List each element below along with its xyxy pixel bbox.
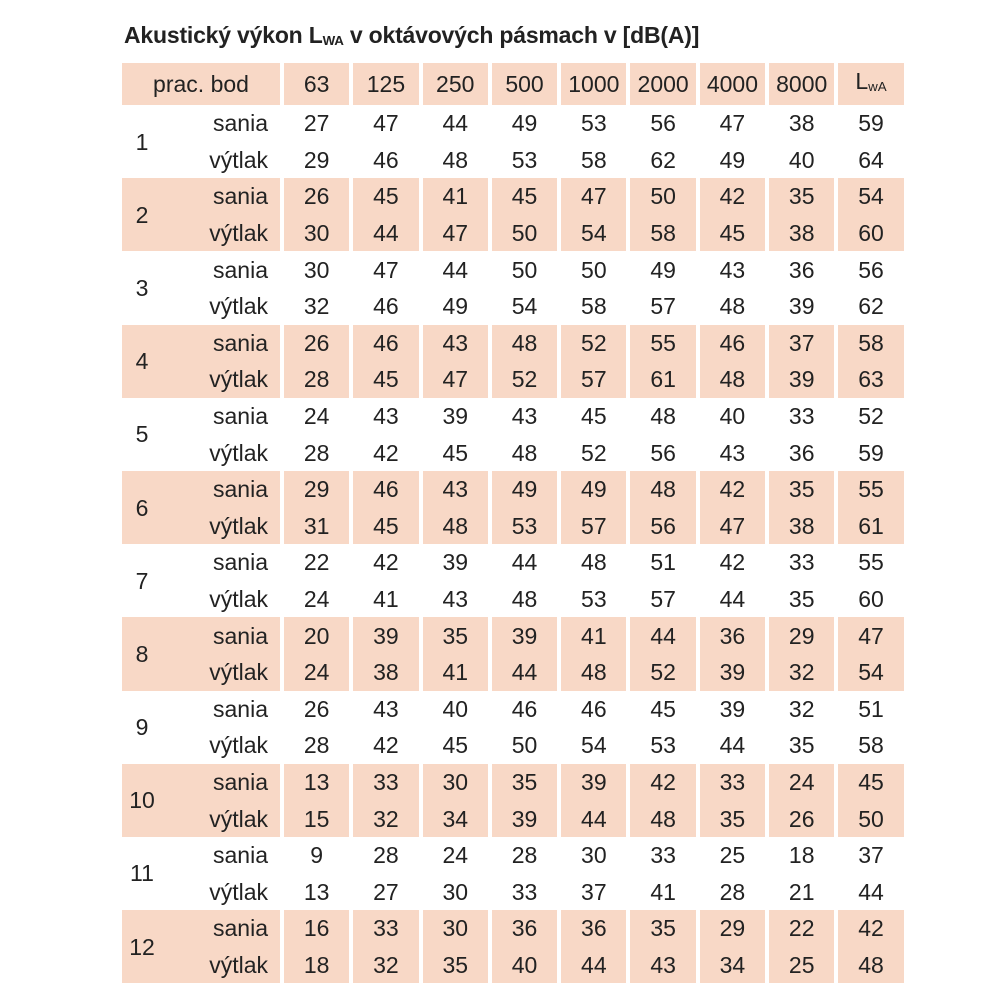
total-value-cell: 60 bbox=[834, 215, 903, 252]
band-value-cell: 47 bbox=[419, 215, 488, 252]
band-value-cell: 44 bbox=[488, 544, 557, 581]
band-value-cell: 29 bbox=[280, 142, 349, 179]
header-band: 500 bbox=[488, 63, 557, 105]
band-value-cell: 46 bbox=[557, 691, 626, 728]
mode-label-sania: sania bbox=[213, 403, 268, 430]
band-value-cell: 45 bbox=[349, 508, 418, 545]
band-value-cell: 56 bbox=[626, 508, 695, 545]
band-value-cell: 26 bbox=[280, 691, 349, 728]
band-value-cell: 24 bbox=[280, 581, 349, 618]
total-value-cell: 56 bbox=[834, 251, 903, 288]
band-value-cell: 53 bbox=[626, 727, 695, 764]
band-value-cell: 48 bbox=[419, 142, 488, 179]
band-value-cell: 57 bbox=[557, 508, 626, 545]
title-text-after: v oktávových pásmach v [dB(A)] bbox=[343, 22, 700, 48]
band-value-cell: 54 bbox=[557, 215, 626, 252]
band-value-cell: 39 bbox=[349, 617, 418, 654]
acoustic-power-table bbox=[122, 63, 904, 983]
band-value-cell: 39 bbox=[488, 617, 557, 654]
table-row bbox=[122, 764, 904, 801]
table-row bbox=[122, 910, 904, 947]
band-value-cell: 42 bbox=[349, 544, 418, 581]
table-row bbox=[122, 544, 904, 581]
band-value-cell: 42 bbox=[696, 178, 765, 215]
band-value-cell: 27 bbox=[280, 105, 349, 142]
band-value-cell: 36 bbox=[765, 251, 834, 288]
band-value-cell: 25 bbox=[765, 947, 834, 984]
band-value-cell: 42 bbox=[349, 434, 418, 471]
band-value-cell: 41 bbox=[349, 581, 418, 618]
band-value-cell: 53 bbox=[488, 142, 557, 179]
work-point-number: 5 bbox=[135, 421, 149, 448]
band-value-cell: 16 bbox=[280, 910, 349, 947]
band-value-cell: 39 bbox=[765, 288, 834, 325]
band-value-cell: 41 bbox=[419, 654, 488, 691]
band-value-cell: 28 bbox=[280, 361, 349, 398]
band-value-cell: 49 bbox=[557, 471, 626, 508]
band-value-cell: 35 bbox=[696, 800, 765, 837]
band-value-cell: 29 bbox=[280, 471, 349, 508]
band-value-cell: 43 bbox=[419, 325, 488, 362]
table-row bbox=[122, 581, 904, 618]
band-value-cell: 35 bbox=[765, 178, 834, 215]
band-value-cell: 58 bbox=[557, 142, 626, 179]
band-value-cell: 39 bbox=[696, 654, 765, 691]
band-value-cell: 38 bbox=[349, 654, 418, 691]
table-row bbox=[122, 873, 904, 910]
header-band: 2000 bbox=[626, 63, 695, 105]
band-value-cell: 43 bbox=[696, 251, 765, 288]
table-row bbox=[122, 288, 904, 325]
band-value-cell: 38 bbox=[765, 215, 834, 252]
band-value-cell: 35 bbox=[488, 764, 557, 801]
band-value-cell: 42 bbox=[696, 544, 765, 581]
header-band: 1000 bbox=[557, 63, 626, 105]
title-text-before: Akustický výkon L bbox=[124, 22, 323, 48]
band-value-cell: 13 bbox=[280, 873, 349, 910]
band-value-cell: 27 bbox=[349, 873, 418, 910]
band-value-cell: 44 bbox=[626, 617, 695, 654]
band-value-cell: 52 bbox=[557, 434, 626, 471]
band-value-cell: 46 bbox=[488, 691, 557, 728]
band-value-cell: 48 bbox=[626, 471, 695, 508]
mode-label-sania: sania bbox=[213, 695, 268, 722]
band-value-cell: 22 bbox=[765, 910, 834, 947]
total-value-cell: 54 bbox=[834, 178, 903, 215]
band-value-cell: 39 bbox=[696, 691, 765, 728]
band-value-cell: 42 bbox=[349, 727, 418, 764]
table-row bbox=[122, 325, 904, 362]
mode-label-vytlak: výtlak bbox=[162, 215, 280, 252]
band-value-cell: 43 bbox=[488, 398, 557, 435]
mode-label-sania: sania bbox=[162, 471, 280, 508]
band-value-cell: 48 bbox=[488, 434, 557, 471]
table-row bbox=[122, 471, 904, 508]
mode-label-vytlak: výtlak bbox=[209, 146, 268, 173]
total-value-cell: 59 bbox=[834, 105, 903, 142]
band-value-cell: 44 bbox=[557, 947, 626, 984]
mode-label-vytlak: výtlak bbox=[162, 800, 280, 837]
total-value-cell: 61 bbox=[834, 508, 903, 545]
mode-label-vytlak: výtlak bbox=[162, 947, 280, 984]
mode-label-sania: sania bbox=[213, 256, 268, 283]
band-value-cell: 39 bbox=[765, 361, 834, 398]
band-value-cell: 50 bbox=[488, 215, 557, 252]
band-value-cell: 24 bbox=[765, 764, 834, 801]
band-value-cell: 33 bbox=[349, 764, 418, 801]
total-value-cell: 62 bbox=[834, 288, 903, 325]
band-value-cell: 58 bbox=[557, 288, 626, 325]
band-value-cell: 48 bbox=[557, 654, 626, 691]
band-value-cell: 39 bbox=[419, 398, 488, 435]
band-value-cell: 9 bbox=[280, 837, 349, 874]
band-value-cell: 30 bbox=[280, 215, 349, 252]
total-value-cell: 51 bbox=[834, 691, 903, 728]
band-value-cell: 34 bbox=[696, 947, 765, 984]
band-value-cell: 35 bbox=[419, 617, 488, 654]
band-value-cell: 44 bbox=[696, 727, 765, 764]
band-value-cell: 50 bbox=[557, 251, 626, 288]
band-value-cell: 48 bbox=[696, 361, 765, 398]
band-value-cell: 39 bbox=[557, 764, 626, 801]
table-row bbox=[122, 215, 904, 252]
work-point-number: 8 bbox=[122, 617, 162, 690]
band-value-cell: 61 bbox=[626, 361, 695, 398]
work-point-number: 11 bbox=[130, 860, 154, 887]
band-value-cell: 41 bbox=[557, 617, 626, 654]
band-value-cell: 57 bbox=[626, 581, 695, 618]
band-value-cell: 47 bbox=[349, 251, 418, 288]
title-subscript: WA bbox=[322, 33, 344, 48]
band-value-cell: 32 bbox=[349, 947, 418, 984]
band-value-cell: 28 bbox=[696, 873, 765, 910]
band-value-cell: 53 bbox=[557, 581, 626, 618]
mode-label-vytlak: výtlak bbox=[162, 361, 280, 398]
band-value-cell: 56 bbox=[626, 105, 695, 142]
total-value-cell: 37 bbox=[834, 837, 903, 874]
band-value-cell: 22 bbox=[280, 544, 349, 581]
total-value-cell: 54 bbox=[834, 654, 903, 691]
band-value-cell: 45 bbox=[349, 361, 418, 398]
header-band: 250 bbox=[419, 63, 488, 105]
band-value-cell: 38 bbox=[765, 508, 834, 545]
band-value-cell: 48 bbox=[419, 508, 488, 545]
table-row bbox=[122, 654, 904, 691]
band-value-cell: 46 bbox=[349, 325, 418, 362]
band-value-cell: 37 bbox=[765, 325, 834, 362]
band-value-cell: 48 bbox=[626, 800, 695, 837]
band-value-cell: 57 bbox=[626, 288, 695, 325]
band-value-cell: 33 bbox=[349, 910, 418, 947]
band-value-cell: 43 bbox=[696, 434, 765, 471]
table-row bbox=[122, 800, 904, 837]
band-value-cell: 35 bbox=[626, 910, 695, 947]
work-point-number: 9 bbox=[135, 714, 149, 741]
mode-label-vytlak: výtlak bbox=[209, 878, 268, 905]
band-value-cell: 52 bbox=[626, 654, 695, 691]
total-value-cell: 58 bbox=[834, 325, 903, 362]
band-value-cell: 32 bbox=[349, 800, 418, 837]
band-value-cell: 44 bbox=[557, 800, 626, 837]
work-point-number: 1 bbox=[135, 128, 149, 155]
table-row bbox=[122, 142, 904, 179]
band-value-cell: 40 bbox=[488, 947, 557, 984]
band-value-cell: 56 bbox=[626, 434, 695, 471]
band-value-cell: 28 bbox=[488, 837, 557, 874]
band-value-cell: 29 bbox=[696, 910, 765, 947]
header-point-label: prac. bod bbox=[122, 63, 280, 105]
band-value-cell: 50 bbox=[488, 727, 557, 764]
table-row bbox=[122, 947, 904, 984]
band-value-cell: 40 bbox=[765, 142, 834, 179]
total-value-cell: 55 bbox=[834, 544, 903, 581]
band-value-cell: 43 bbox=[349, 691, 418, 728]
band-value-cell: 45 bbox=[488, 178, 557, 215]
band-value-cell: 26 bbox=[280, 178, 349, 215]
band-value-cell: 47 bbox=[419, 361, 488, 398]
work-point-number: 3 bbox=[135, 274, 149, 301]
band-value-cell: 35 bbox=[765, 471, 834, 508]
band-value-cell: 57 bbox=[557, 361, 626, 398]
band-value-cell: 24 bbox=[419, 837, 488, 874]
band-value-cell: 46 bbox=[349, 142, 418, 179]
band-value-cell: 48 bbox=[488, 325, 557, 362]
band-value-cell: 36 bbox=[488, 910, 557, 947]
mode-label-sania: sania bbox=[162, 178, 280, 215]
band-value-cell: 33 bbox=[765, 544, 834, 581]
band-value-cell: 50 bbox=[488, 251, 557, 288]
table-row bbox=[122, 508, 904, 545]
total-value-cell: 48 bbox=[834, 947, 903, 984]
band-value-cell: 32 bbox=[280, 288, 349, 325]
band-value-cell: 43 bbox=[419, 581, 488, 618]
band-value-cell: 49 bbox=[626, 251, 695, 288]
band-value-cell: 44 bbox=[488, 654, 557, 691]
mode-label-sania: sania bbox=[213, 549, 268, 576]
band-value-cell: 49 bbox=[419, 288, 488, 325]
band-value-cell: 54 bbox=[488, 288, 557, 325]
band-value-cell: 32 bbox=[765, 654, 834, 691]
band-value-cell: 58 bbox=[626, 215, 695, 252]
band-value-cell: 45 bbox=[696, 215, 765, 252]
band-value-cell: 40 bbox=[419, 691, 488, 728]
table-row bbox=[122, 727, 904, 764]
work-point-number: 12 bbox=[122, 910, 162, 983]
table-row bbox=[122, 178, 904, 215]
header-band: 4000 bbox=[696, 63, 765, 105]
band-value-cell: 13 bbox=[280, 764, 349, 801]
mode-label-vytlak: výtlak bbox=[209, 586, 268, 613]
band-value-cell: 41 bbox=[419, 178, 488, 215]
band-value-cell: 46 bbox=[696, 325, 765, 362]
mode-label-sania: sania bbox=[213, 110, 268, 137]
band-value-cell: 28 bbox=[349, 837, 418, 874]
header-band: 8000 bbox=[765, 63, 834, 105]
mode-label-sania: sania bbox=[162, 764, 280, 801]
header-row bbox=[122, 63, 904, 105]
band-value-cell: 20 bbox=[280, 617, 349, 654]
mode-label-sania: sania bbox=[213, 842, 268, 869]
band-value-cell: 51 bbox=[626, 544, 695, 581]
band-value-cell: 48 bbox=[557, 544, 626, 581]
band-value-cell: 28 bbox=[280, 727, 349, 764]
band-value-cell: 38 bbox=[765, 105, 834, 142]
header-total bbox=[834, 63, 903, 105]
total-value-cell: 44 bbox=[834, 873, 903, 910]
band-value-cell: 30 bbox=[557, 837, 626, 874]
band-value-cell: 44 bbox=[419, 105, 488, 142]
band-value-cell: 15 bbox=[280, 800, 349, 837]
work-point-number: 2 bbox=[122, 178, 162, 251]
header-band: 63 bbox=[280, 63, 349, 105]
mode-label-vytlak: výtlak bbox=[162, 508, 280, 545]
band-value-cell: 42 bbox=[626, 764, 695, 801]
mode-label-vytlak: výtlak bbox=[209, 732, 268, 759]
band-value-cell: 26 bbox=[765, 800, 834, 837]
band-value-cell: 43 bbox=[349, 398, 418, 435]
band-value-cell: 34 bbox=[419, 800, 488, 837]
band-value-cell: 33 bbox=[696, 764, 765, 801]
total-value-cell: 60 bbox=[834, 581, 903, 618]
band-value-cell: 25 bbox=[696, 837, 765, 874]
table-row bbox=[122, 398, 904, 435]
band-value-cell: 36 bbox=[557, 910, 626, 947]
band-value-cell: 43 bbox=[626, 947, 695, 984]
total-value-cell: 58 bbox=[834, 727, 903, 764]
band-value-cell: 30 bbox=[419, 873, 488, 910]
band-value-cell: 53 bbox=[488, 508, 557, 545]
band-value-cell: 47 bbox=[557, 178, 626, 215]
band-value-cell: 21 bbox=[765, 873, 834, 910]
band-value-cell: 44 bbox=[419, 251, 488, 288]
band-value-cell: 28 bbox=[280, 434, 349, 471]
band-value-cell: 35 bbox=[419, 947, 488, 984]
table-row bbox=[122, 105, 904, 142]
band-value-cell: 45 bbox=[419, 434, 488, 471]
band-value-cell: 55 bbox=[626, 325, 695, 362]
mode-label-vytlak: výtlak bbox=[162, 654, 280, 691]
mode-label-vytlak: výtlak bbox=[209, 293, 268, 320]
band-value-cell: 49 bbox=[488, 471, 557, 508]
band-value-cell: 33 bbox=[488, 873, 557, 910]
total-value-cell: 55 bbox=[834, 471, 903, 508]
total-value-cell: 52 bbox=[834, 398, 903, 435]
work-point-number: 10 bbox=[122, 764, 162, 837]
total-value-cell: 59 bbox=[834, 434, 903, 471]
band-value-cell: 50 bbox=[626, 178, 695, 215]
mode-label-vytlak: výtlak bbox=[209, 439, 268, 466]
band-value-cell: 47 bbox=[696, 105, 765, 142]
total-value-cell: 64 bbox=[834, 142, 903, 179]
band-value-cell: 30 bbox=[419, 910, 488, 947]
table-row bbox=[122, 691, 904, 728]
band-value-cell: 45 bbox=[349, 178, 418, 215]
band-value-cell: 43 bbox=[419, 471, 488, 508]
work-point-number: 4 bbox=[122, 325, 162, 398]
total-value-cell: 45 bbox=[834, 764, 903, 801]
table-row bbox=[122, 434, 904, 471]
band-value-cell: 62 bbox=[626, 142, 695, 179]
header-band: 125 bbox=[349, 63, 418, 105]
mode-label-sania: sania bbox=[162, 325, 280, 362]
band-value-cell: 32 bbox=[765, 691, 834, 728]
table-title bbox=[124, 22, 699, 49]
header-total-sub: wA bbox=[868, 79, 887, 94]
band-value-cell: 18 bbox=[280, 947, 349, 984]
header-total-main: L bbox=[855, 68, 869, 94]
band-value-cell: 46 bbox=[349, 471, 418, 508]
band-value-cell: 45 bbox=[557, 398, 626, 435]
total-value-cell: 50 bbox=[834, 800, 903, 837]
table-row bbox=[122, 837, 904, 874]
band-value-cell: 45 bbox=[626, 691, 695, 728]
band-value-cell: 18 bbox=[765, 837, 834, 874]
band-value-cell: 35 bbox=[765, 581, 834, 618]
total-value-cell: 63 bbox=[834, 361, 903, 398]
table-row bbox=[122, 617, 904, 654]
band-value-cell: 39 bbox=[419, 544, 488, 581]
band-value-cell: 49 bbox=[696, 142, 765, 179]
band-value-cell: 44 bbox=[349, 215, 418, 252]
band-value-cell: 52 bbox=[557, 325, 626, 362]
band-value-cell: 48 bbox=[696, 288, 765, 325]
band-value-cell: 29 bbox=[765, 617, 834, 654]
band-value-cell: 42 bbox=[696, 471, 765, 508]
mode-label-sania: sania bbox=[162, 910, 280, 947]
work-point-number: 6 bbox=[122, 471, 162, 544]
band-value-cell: 44 bbox=[696, 581, 765, 618]
total-value-cell: 42 bbox=[834, 910, 903, 947]
band-value-cell: 24 bbox=[280, 398, 349, 435]
band-value-cell: 40 bbox=[696, 398, 765, 435]
total-value-cell: 47 bbox=[834, 617, 903, 654]
band-value-cell: 48 bbox=[488, 581, 557, 618]
band-value-cell: 49 bbox=[488, 105, 557, 142]
band-value-cell: 47 bbox=[349, 105, 418, 142]
table-row bbox=[122, 361, 904, 398]
band-value-cell: 31 bbox=[280, 508, 349, 545]
band-value-cell: 46 bbox=[349, 288, 418, 325]
band-value-cell: 41 bbox=[626, 873, 695, 910]
band-value-cell: 36 bbox=[765, 434, 834, 471]
band-value-cell: 30 bbox=[280, 251, 349, 288]
table-row bbox=[122, 251, 904, 288]
band-value-cell: 37 bbox=[557, 873, 626, 910]
band-value-cell: 36 bbox=[696, 617, 765, 654]
band-value-cell: 54 bbox=[557, 727, 626, 764]
band-value-cell: 48 bbox=[626, 398, 695, 435]
band-value-cell: 47 bbox=[696, 508, 765, 545]
band-value-cell: 39 bbox=[488, 800, 557, 837]
band-value-cell: 26 bbox=[280, 325, 349, 362]
work-point-number: 7 bbox=[135, 567, 149, 594]
band-value-cell: 24 bbox=[280, 654, 349, 691]
mode-label-sania: sania bbox=[162, 617, 280, 654]
band-value-cell: 45 bbox=[419, 727, 488, 764]
band-value-cell: 30 bbox=[419, 764, 488, 801]
band-value-cell: 52 bbox=[488, 361, 557, 398]
band-value-cell: 33 bbox=[626, 837, 695, 874]
band-value-cell: 53 bbox=[557, 105, 626, 142]
band-value-cell: 33 bbox=[765, 398, 834, 435]
band-value-cell: 35 bbox=[765, 727, 834, 764]
